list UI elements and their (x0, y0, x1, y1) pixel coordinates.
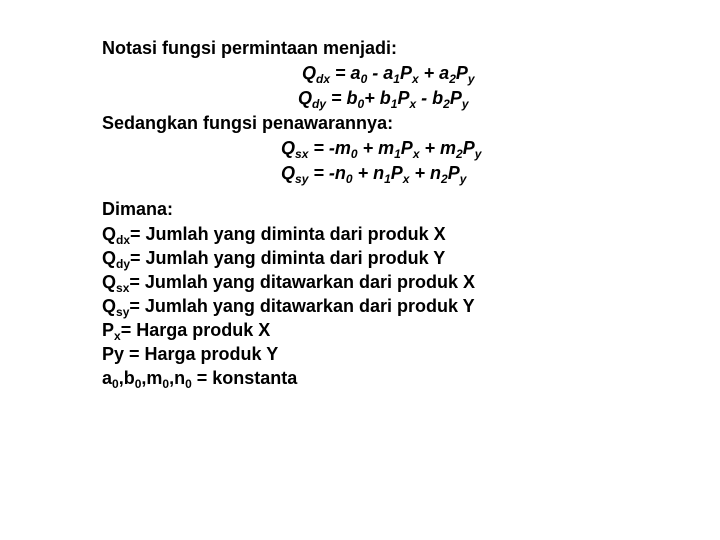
definition-constants (102, 368, 298, 391)
text-segment: - a (367, 63, 394, 83)
text-segment: P (400, 138, 413, 158)
subscript: y (459, 172, 467, 186)
text-segment: P (447, 163, 460, 183)
subscript: 2 (456, 147, 463, 161)
text-segment: Q (281, 138, 296, 158)
subscript: sy (295, 172, 309, 186)
definition-px (102, 320, 271, 343)
definition-qdy (102, 248, 446, 271)
text-segment: Q (302, 63, 317, 83)
text-segment: Q (102, 224, 117, 244)
text-segment: + a (418, 63, 450, 83)
subscript: sy (116, 305, 130, 319)
definition-qsy (102, 296, 475, 319)
subscript: 0 (357, 97, 365, 111)
text-segment: P (397, 88, 410, 108)
text-segment: ,b (118, 368, 135, 388)
definition-qdx (102, 224, 446, 247)
text-segment: Q (102, 296, 117, 316)
subscript: 1 (393, 72, 400, 86)
equation-qsy (281, 163, 467, 186)
text-segment: + b (364, 88, 391, 108)
subscript: 2 (449, 72, 456, 86)
subscript: dx (116, 233, 131, 247)
text-segment: + n (409, 163, 441, 183)
subscript: sx (116, 281, 130, 295)
text-segment: a (102, 368, 113, 388)
definitions-heading: Dimana: (102, 199, 174, 219)
text-segment: = b (326, 88, 358, 108)
subscript: dy (312, 97, 327, 111)
text-segment: P (449, 88, 462, 108)
text-segment: P (102, 320, 115, 340)
text-segment: Q (102, 272, 117, 292)
subscript: 0 (134, 377, 142, 391)
subscript: x (412, 147, 420, 161)
subscript: y (461, 97, 469, 111)
subscript: 0 (185, 377, 192, 391)
subscript: 2 (443, 97, 450, 111)
equation-qsx (281, 138, 482, 161)
text-segment: = Jumlah yang diminta dari produk X (130, 224, 446, 244)
text-segment: = Jumlah yang diminta dari produk Y (130, 248, 446, 268)
text-segment: P (399, 63, 412, 83)
text-segment: + n (352, 163, 385, 183)
subscript: 1 (384, 172, 391, 186)
subscript: 0 (360, 72, 368, 86)
subscript: dy (116, 257, 131, 271)
text-segment: Q (102, 248, 117, 268)
text-segment: ,m (141, 368, 163, 388)
subscript: 0 (350, 147, 358, 161)
supply-heading: Sedangkan fungsi penawarannya: (102, 113, 394, 133)
equation-qdy (298, 88, 469, 111)
subscript: x (402, 172, 410, 186)
text-segment: + m (357, 138, 395, 158)
text-segment: - b (416, 88, 444, 108)
subscript: 0 (345, 172, 353, 186)
subscript: x (411, 72, 419, 86)
text-segment: = -n (308, 163, 346, 183)
subscript: x (409, 97, 417, 111)
text-segment: P (390, 163, 403, 183)
subscript: x (114, 329, 121, 343)
definition-qsx (102, 272, 475, 295)
subscript: y (467, 72, 475, 86)
subscript: 2 (441, 172, 448, 186)
subscript: 1 (390, 97, 398, 111)
text-segment: + m (419, 138, 457, 158)
text-segment: = a (330, 63, 361, 83)
text-segment: = Jumlah yang ditawarkan dari produk X (129, 272, 475, 292)
text-segment: = Jumlah yang ditawarkan dari produk Y (129, 296, 475, 316)
demand-heading: Notasi fungsi permintaan menjadi: (102, 38, 398, 58)
subscript: dx (316, 72, 331, 86)
text-segment: = Harga produk X (120, 320, 271, 340)
definition-py (102, 345, 278, 363)
text-segment: Q (281, 163, 296, 183)
subscript: y (474, 147, 482, 161)
text-segment: Q (298, 88, 313, 108)
subscript: 0 (162, 377, 170, 391)
text-segment: = -m (308, 138, 351, 158)
subscript: 0 (112, 377, 119, 391)
text-segment: ,n (169, 368, 186, 388)
text-segment: P (455, 63, 468, 83)
subscript: 1 (394, 147, 401, 161)
text-segment: Py = Harga produk Y (102, 344, 279, 364)
subscript: sx (295, 147, 309, 161)
text-segment: P (462, 138, 475, 158)
text-segment: = konstanta (191, 368, 298, 388)
equation-qdx (302, 63, 475, 86)
